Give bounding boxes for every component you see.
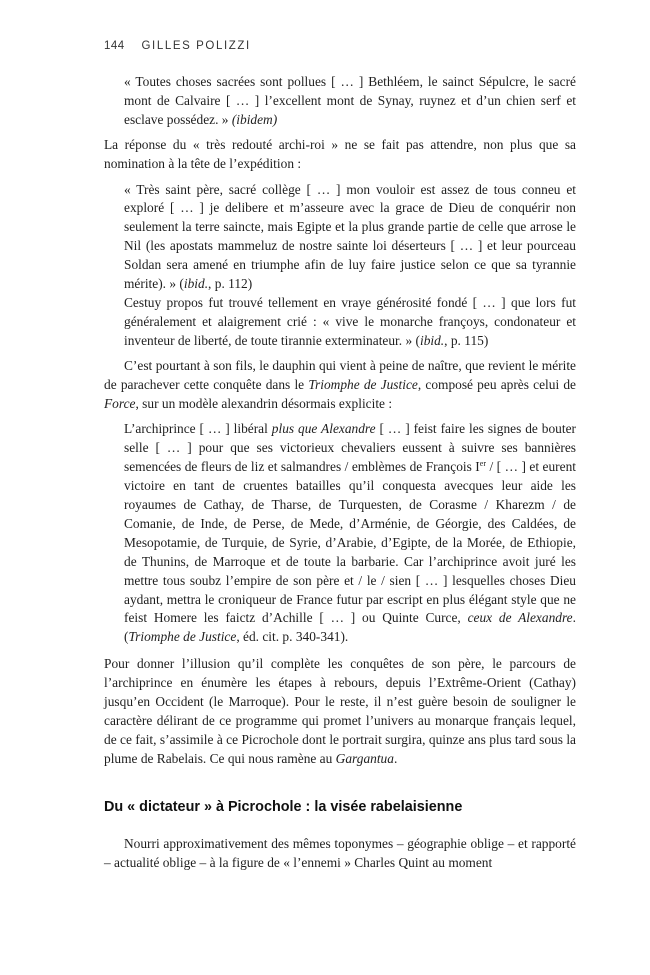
work-title: Force bbox=[104, 395, 136, 411]
text-run: L’archiprince [ … ] libéral bbox=[124, 421, 272, 437]
main-text bbox=[104, 73, 576, 880]
paragraph-2 bbox=[104, 357, 576, 414]
citation-ibid: ibid. bbox=[183, 276, 209, 292]
citation-page: , p. 115) bbox=[444, 332, 489, 348]
quote-paragraph bbox=[124, 420, 576, 647]
text-run: , éd. cit. p. 340-341). bbox=[236, 629, 349, 645]
page-number: 144 bbox=[104, 40, 125, 52]
section-heading: Du « dictateur » à Picrochole : la visée rabelaisienne bbox=[104, 798, 463, 815]
author-name: GILLES POLIZZI bbox=[141, 40, 251, 52]
italic-text: plus que Alexandre bbox=[271, 421, 376, 437]
quote-paragraph bbox=[124, 294, 576, 351]
text-run: [ … ] feist faire les signes de bouter selle [ … ] pour que ses victorieux chevaliers eussent à suivre ses bannières semencées de fleurs de liz et salmandres / emblèmes de François I bbox=[124, 421, 576, 475]
paragraph-3 bbox=[104, 655, 576, 768]
text-run: . ( bbox=[124, 610, 576, 645]
quote-text: « Toutes choses sacrées sont pollues [ … ] Bethléem, le sainct Sépulcre, le sacré mont de Calvaire [ … ] l’excellent mont de Synay, ruynez et d’un chien serf et esclave possédez. » bbox=[124, 74, 576, 127]
work-title: Triomphe de Justice bbox=[128, 629, 237, 645]
paragraph-4: Nourri approximativement des mêmes toponymes – géographie oblige – et rapporté – actualité oblige – à la figure de « l’ennemi » Charles Quint au moment bbox=[104, 835, 576, 870]
running-header bbox=[104, 40, 251, 52]
italic-text: ceux de Alexandre bbox=[467, 610, 573, 626]
text-run: , sur un modèle alexandrin désormais explicite : bbox=[135, 395, 393, 411]
paragraph-1: La réponse du « très redouté archi-roi » ne se fait pas attendre, non plus que sa nomination à la tête de l’expédition : bbox=[104, 136, 576, 171]
quote-reference: (ibidem) bbox=[231, 111, 278, 127]
block-quote-2 bbox=[124, 181, 576, 351]
block-quote-1 bbox=[124, 73, 576, 130]
work-title: Gargantua bbox=[335, 750, 394, 766]
citation-ibid: ibid. bbox=[419, 332, 445, 348]
citation-page: , p. 112) bbox=[208, 276, 253, 292]
text-run: . bbox=[393, 750, 398, 766]
work-title: Triomphe de Justice bbox=[308, 376, 418, 392]
text-run: Pour donner l’illusion qu’il complète les conquêtes de son père, le parcours de l’archiprince en énumère les étapes à rebours, depuis l’Extrême-Orient (Cathay) jusqu’en Occident (le Marroque). Pour le reste, il n’est guère besoin de souligner le caractère délirant de ce programme qui promet l’univers au monarque français lequel, de ce fait, s’assimile à ce Picrochole dont le portrait surgira, quinze ans plus tard sous la plume de Rabelais. Ce qui nous ramène au bbox=[104, 656, 576, 766]
quote-paragraph bbox=[124, 73, 576, 130]
text-run: / [ … ] et eurent victoire en tant de cruentes batailles qu’il conquesta avecques leur aide les royaumes de Cathay, de Tharse, de Turquesten, de Corasme / Kharezm / de Comanie, de Inde, de Perse, de Mede, d’Arménie, de Géorgie, des Caldées, de Mesopotamie, de Turquie, de Syrie, d’Arabie, d’Egipte, de la Morée, de Ethiopie, de Thunins, de Marroque et de toute la barbarie. Car l’archiprince avoit juré les mettre tous soubz l’empire de son père et / le / sien [ … ] lesquelles choses Dieu aydant, mettra le croniqueur de France futur par escript en plus élégant style que ne feist Homere les faictz d’Achille [ … ] ou Quinte Curce, bbox=[124, 459, 576, 626]
block-quote-3 bbox=[124, 420, 576, 647]
text-run: C’est pourtant à son fils, le dauphin qui vient à peine de naître, que revient le mérite de parachever cette conquête dans le bbox=[104, 357, 576, 392]
quote-paragraph bbox=[124, 181, 576, 294]
quote-text: Cestuy propos fut trouvé tellement en vraye générosité fondé [ … ] que lors fut généralement et alaigrement crié : « vive le monarche françoys, condonateur et inventeur de liberté, de toute tirannie exterminateur. » ( bbox=[124, 294, 576, 348]
quote-text: « Très saint père, sacré collège [ … ] mon vouloir est assez de tous conneu et exploré [ … ] je delibere et m’asseure avec la grace de Dieu de conquérir non seulement la terre saincte, mais Egipte et la plus grande partie de celle que arrose le Nil (les apostats mammeluz de nostre sainte loi déserteurs [ … ] et leur pourceau Soldan sera amené en triumphe afin de luy faire justice selon ce que sa tyrannie mérite). » ( bbox=[124, 181, 576, 292]
text-run: , composé peu après celui de bbox=[417, 376, 576, 392]
superscript: er bbox=[479, 459, 486, 469]
